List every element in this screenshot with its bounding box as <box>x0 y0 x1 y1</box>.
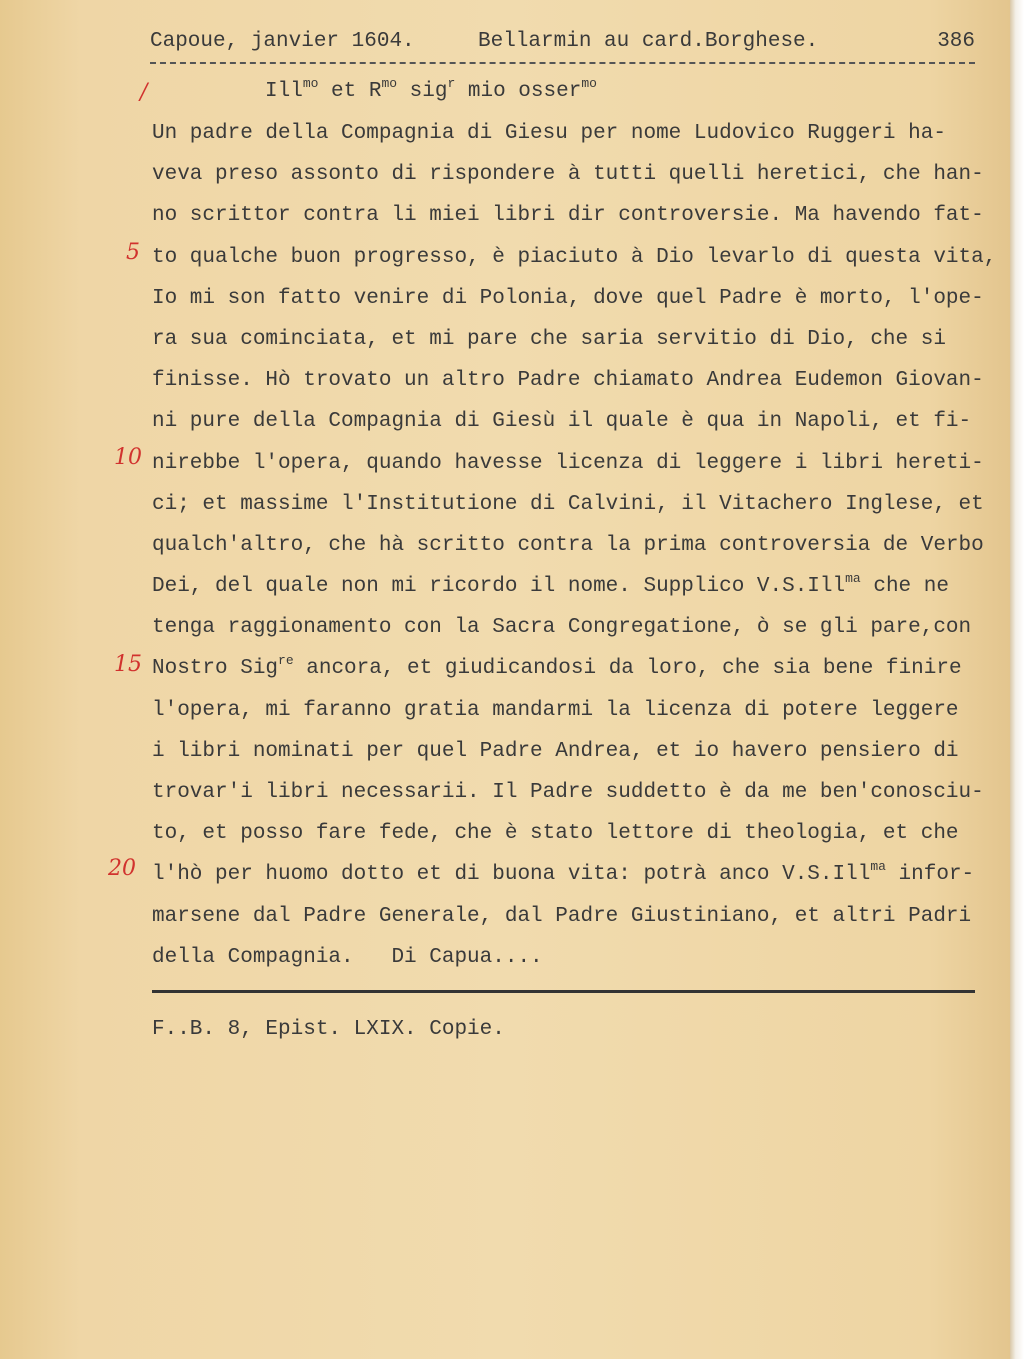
scan-edge <box>1010 0 1024 1359</box>
source-note: F..B. 8, Epist. LXIX. Copie. <box>152 1018 505 1041</box>
text-line: Un padre della Compagnia di Giesu per nome Ludovico Ruggeri ha- <box>152 122 946 145</box>
page-header <box>150 30 975 58</box>
salutation-sup: mo <box>381 76 398 91</box>
text-segment: che ne <box>860 575 949 599</box>
salutation-text: Ill <box>265 80 303 103</box>
header-dashed-rule <box>150 62 975 66</box>
margin-mark-slash: / <box>140 80 148 105</box>
text-line: finisse. Hò trovato un altro Padre chiamato Andrea Eudemon Giovan- <box>152 369 984 393</box>
superscript: ma <box>870 859 886 875</box>
salutation-sup: mo <box>581 76 597 91</box>
text-line: i libri nominati per quel Padre Andrea, et io havero pensiero di <box>152 739 959 763</box>
text-line: to qualche buon progresso, è piaciuto à Dio levarlo di questa vita, <box>152 245 997 269</box>
letter-body <box>152 113 997 978</box>
page-number: 386 <box>937 30 975 53</box>
superscript: ma <box>845 571 861 587</box>
text-segment: Dei, del quale non mi ricordo il nome. Supplico V.S.Ill <box>152 575 846 599</box>
text-line: ni pure della Compagnia di Giesù il quale è qua in Napoli, et fi- <box>152 410 972 434</box>
text-line: nirebbe l'opera, quando havesse licenza di leggere i libri hereti- <box>152 451 984 475</box>
salutation-text: mio osser <box>455 80 582 103</box>
margin-mark-20: 20 <box>108 856 136 881</box>
margin-mark-15: 15 <box>114 652 142 677</box>
text-line: marsene dal Padre Generale, dal Padre Giustiniano, et altri Padri <box>152 904 972 928</box>
text-line: trovar'i libri necessarii. Il Padre suddetto è da me ben'conosciu- <box>152 781 984 804</box>
text-segment: l'hò per huomo dotto et di buona vita: potrà anco V.S.Ill <box>152 863 871 887</box>
superscript: re <box>278 653 294 669</box>
text-line: Io mi son fatto venire di Polonia, dove quel Padre è morto, l'ope- <box>152 286 984 310</box>
text-line <box>152 648 992 689</box>
text-line: to, et posso fare fede, che è stato lettore di theologia, et che <box>152 822 959 846</box>
salutation-text: sig <box>397 80 448 103</box>
salutation-text: et R <box>318 80 382 103</box>
margin-mark-10: 10 <box>114 445 142 470</box>
salutation-sup: r <box>447 76 456 91</box>
header-title: Bellarmin au card.Borghese. <box>478 30 819 53</box>
header-place-date: Capoue, janvier 1604. <box>150 30 415 53</box>
text-segment: Nostro Sig <box>152 657 279 681</box>
margin-mark-5: 5 <box>126 240 140 265</box>
text-line: tenga raggionamento con la Sacra Congregatione, ò se gli pare,con <box>152 616 972 640</box>
salutation <box>265 76 597 103</box>
text-line: della Compagnia. Di Capua.... <box>152 945 543 969</box>
text-line: no scrittor contra li miei libri dir controversie. Ma havendo fat- <box>152 204 984 228</box>
text-line: qualch'altro, che hà scritto contra la prima controversia de Verbo <box>152 533 984 557</box>
text-segment: ancora, et giudicandosi da loro, che sia bene finire <box>293 657 962 681</box>
text-line: ci; et massime l'Institutione di Calvini, il Vitachero Inglese, et <box>152 492 984 516</box>
text-line: l'opera, mi faranno gratia mandarmi la licenza di potere leggere <box>152 698 959 722</box>
text-line: ra sua cominciata, et mi pare che saria servitio di Dio, che si <box>152 327 946 351</box>
footer-rule <box>152 990 975 993</box>
text-segment: infor- <box>885 863 975 887</box>
text-line <box>152 854 992 895</box>
text-line: veva preso assonto di rispondere à tutti quelli heretici, che han- <box>152 163 984 187</box>
salutation-sup: mo <box>302 76 319 91</box>
text-line <box>152 566 992 607</box>
